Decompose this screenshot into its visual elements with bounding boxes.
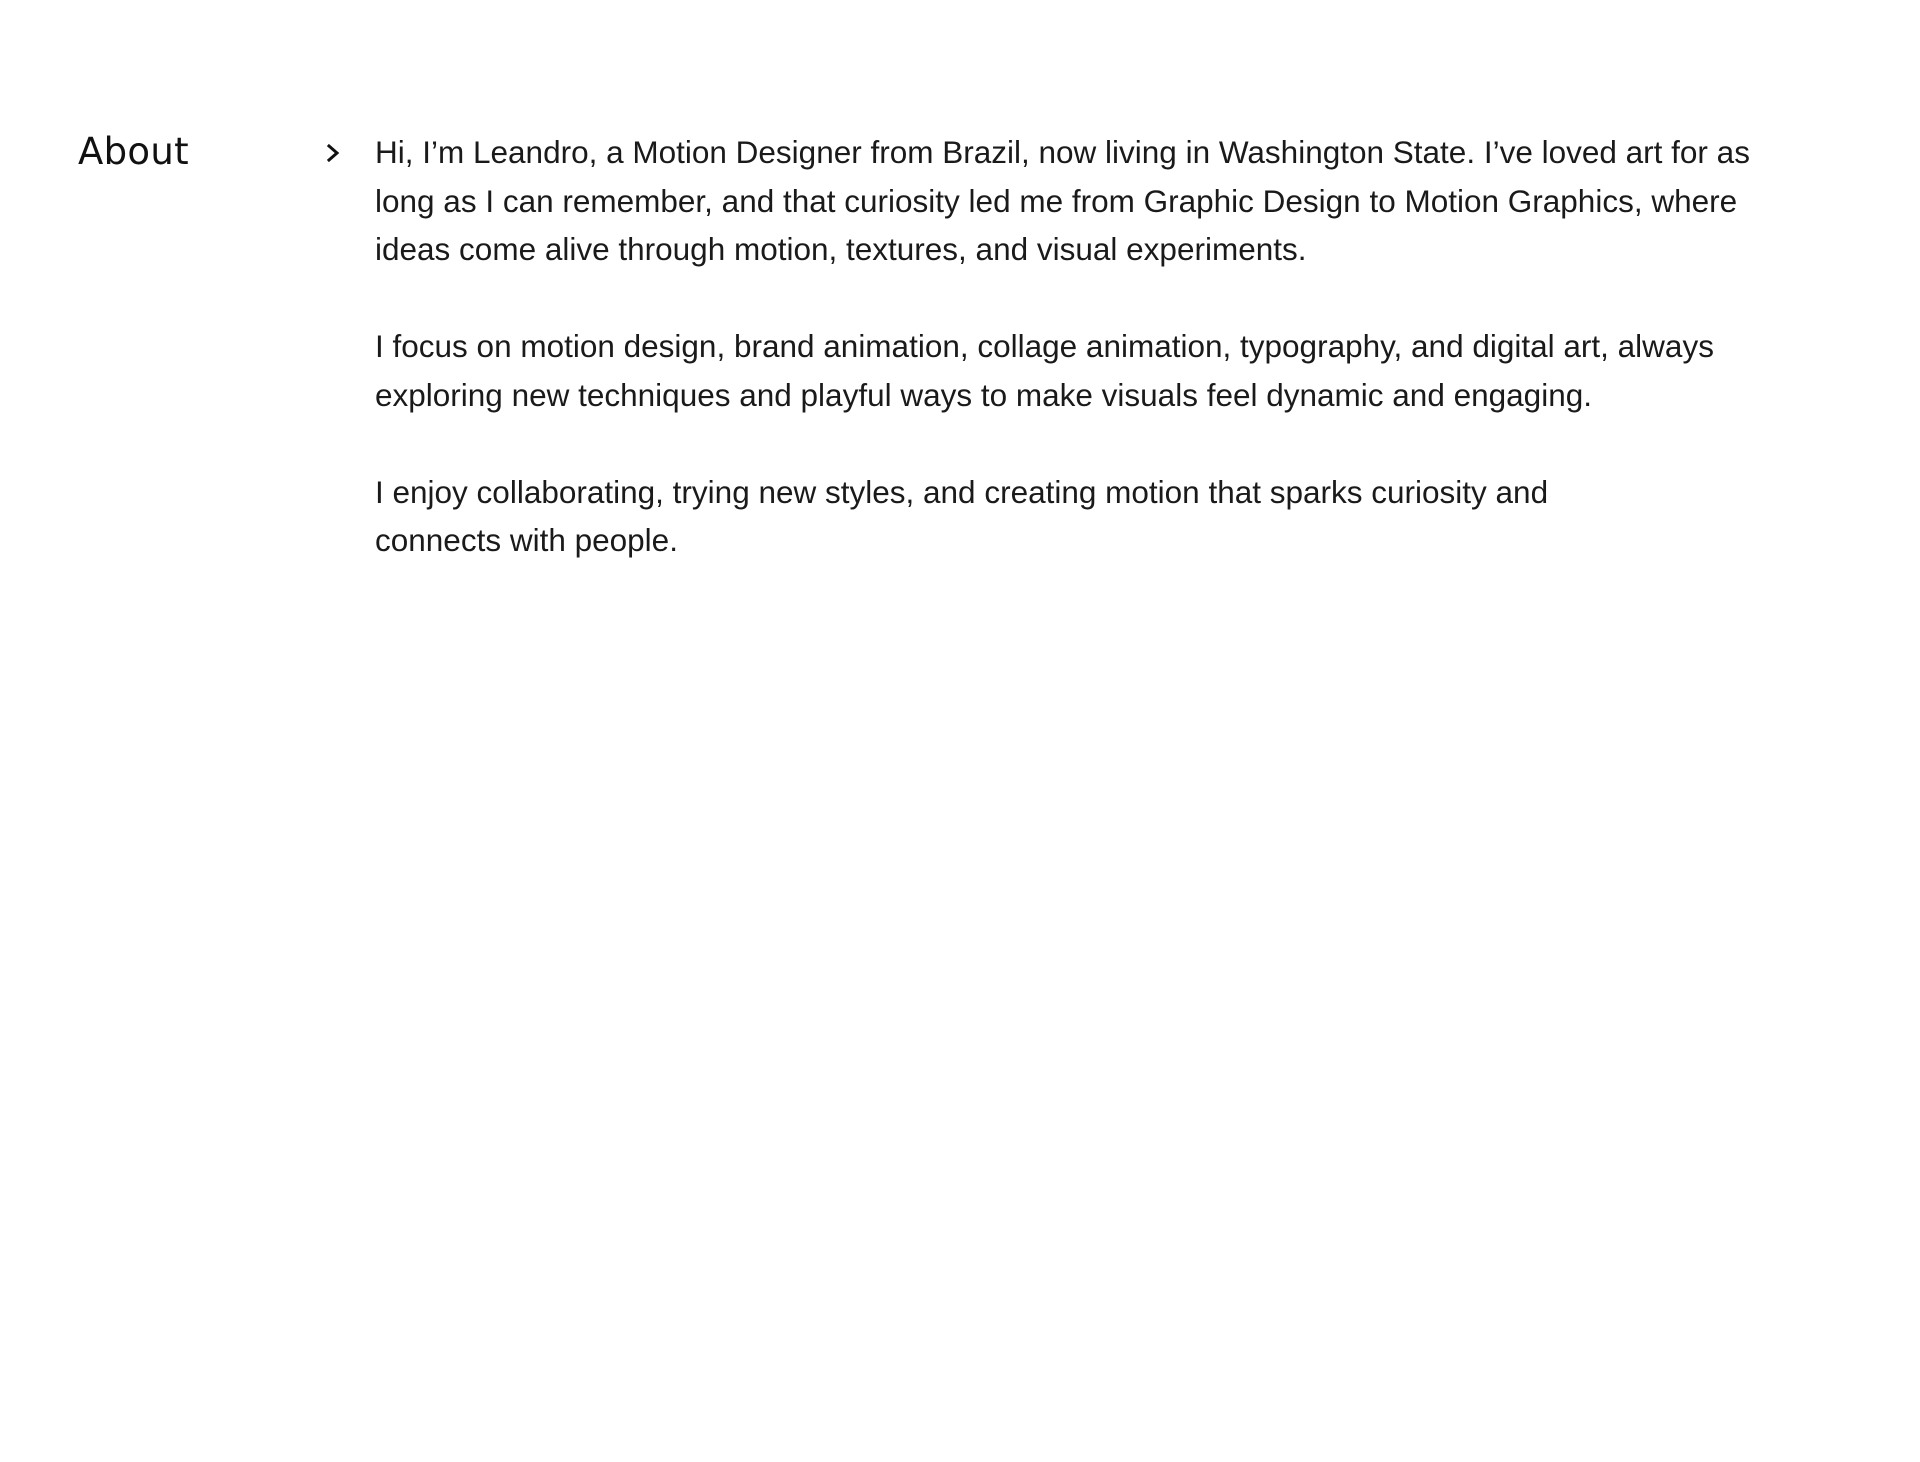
about-content bbox=[375, 128, 1835, 613]
chevron-right-icon bbox=[322, 139, 346, 167]
about-paragraph-intro: Hi, I’m Leandro, a Motion Designer from Brazil, now living in Washington State. I’ve loved art for as long as I can remember, and that curiosity led me from Graphic Design to Motion Graphics, where ideas come alive through motion, textures, and visual experiments. bbox=[375, 134, 1750, 267]
about-paragraph-focus: I focus on motion design, brand animation, collage animation, typography, and digital art, always exploring new techniques and playful ways to make visuals feel dynamic and engaging. bbox=[375, 328, 1714, 413]
section-title: About bbox=[78, 130, 189, 173]
about-paragraph-collaboration: I enjoy collaborating, trying new styles, and creating motion that sparks curiosity and connects with people. bbox=[375, 473, 1549, 558]
